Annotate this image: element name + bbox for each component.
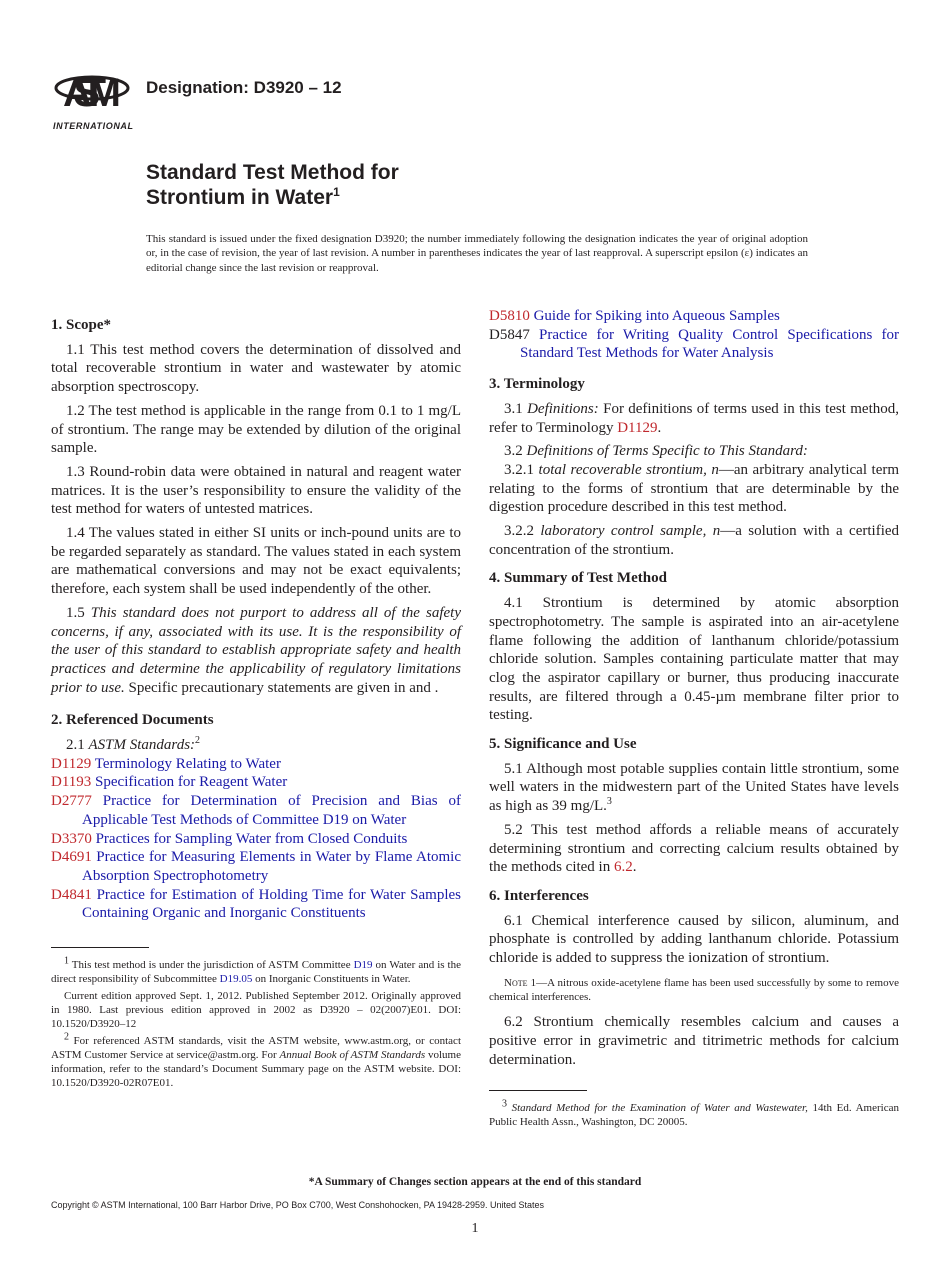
reference-item[interactable] — [51, 773, 461, 792]
para-text: 5.2 This test method affords a reliable means of accurately determining strontium and correcting calcium results obtained by the methods cited in — [489, 821, 899, 876]
para-text: ASTM Standards: — [88, 737, 196, 754]
para-num: 3.1 — [504, 400, 528, 417]
right-column — [489, 307, 899, 1131]
fn-text: volume information, refer to the standard’s Document Summary page on the ASTM website. DOI: 10.1520/D3920-02R07E01. — [51, 1048, 461, 1090]
para-num: 3.2 — [504, 443, 527, 460]
ref-code[interactable]: D5810 — [489, 308, 530, 324]
paragraph-6-2: 6.2 Strontium chemically resembles calcium and causes a positive error in gravimetric and titrimetric methods for calcium determination. — [489, 1014, 899, 1068]
title-line-1: Standard Test Method for — [146, 161, 399, 184]
reference-item[interactable] — [489, 326, 899, 363]
term: laboratory control sample, n — [540, 523, 721, 540]
reference-item[interactable] — [51, 886, 461, 923]
paragraph-3-1 — [489, 400, 899, 437]
terminology-link[interactable]: D1129 — [617, 419, 658, 436]
summary-of-changes-note: *A Summary of Changes section appears at the end of this standard — [308, 1176, 642, 1188]
title-footnote-ref: 1 — [333, 185, 340, 199]
reference-item[interactable] — [51, 830, 461, 849]
committee-link[interactable]: D19 — [353, 959, 373, 972]
page-number: 1 — [471, 1221, 479, 1236]
designation: Designation: D3920 – 12 — [146, 78, 342, 97]
para-num: 3.2.2 — [504, 523, 541, 540]
footnote-ref: 2 — [195, 735, 201, 747]
paragraph-1-3: 1.3 Round-robin data were obtained in natural and reagent water matrices. It is the user’s responsibility to ensure the validity of the test method for waters of untested matrices. — [51, 463, 461, 518]
fn-text: Standard Method for the Examination of Water and Wastewater, — [511, 1101, 808, 1114]
left-column — [51, 306, 461, 1093]
ref-title-link[interactable]: Practice for Writing Quality Control Specifications for Standard Test Methods for Water Analysis — [520, 326, 900, 362]
ref-title-link[interactable]: Specification for Reagent Water — [95, 774, 288, 791]
note-1 — [489, 976, 899, 1005]
ref-code[interactable]: D2777 — [51, 793, 92, 810]
section-heading: 4. Summary of Test Method — [489, 570, 667, 587]
paragraph-6-1: 6.1 Chemical interference caused by silicon, aluminum, and phosphate is controlled by adding lanthanum chloride. Potassium chloride is added to suppress the ionization of strontium. — [489, 912, 899, 967]
definition: —an arbitrary analytical term relating to the forms of strontium that are determinable by the digestion procedure described in this test method. — [489, 461, 900, 516]
fn-text: This test method is under the jurisdiction of ASTM Committee — [69, 959, 354, 972]
fn-text: Annual Book of ASTM Standards — [279, 1048, 426, 1061]
note-text: —A nitrous oxide-acetylene flame has been used successfully by some to remove chemical interferences. — [489, 976, 899, 1004]
svg-text:INTERNATIONAL: INTERNATIONAL — [53, 121, 133, 131]
ref-code[interactable]: D1129 — [51, 755, 92, 772]
note-label: Note 1 — [504, 976, 537, 989]
paragraph-2-1 — [51, 736, 461, 755]
svg-text:ASTM: ASTM — [63, 71, 121, 115]
section-heading: 2. Referenced Documents — [51, 712, 214, 729]
reference-item[interactable] — [489, 307, 899, 326]
paragraph-1-1: 1.1 This test method covers the determination of dissolved and total recoverable strontium in water and wastewater by atomic absorption spectroscopy. — [51, 341, 461, 396]
fn-text: For referenced ASTM standards, visit the ASTM website, www.astm.org, or contact ASTM Customer Service at service@astm.org. For — [51, 1034, 461, 1061]
footnote-ref: 3 — [606, 796, 612, 808]
reference-item[interactable] — [51, 755, 461, 774]
footnote-3 — [489, 1097, 899, 1130]
paragraph-3-2-1 — [489, 461, 899, 517]
ref-code[interactable]: D1193 — [51, 774, 92, 791]
paragraph-1-2: 1.2 The test method is applicable in the range from 0.1 to 1 mg/L of strontium. The range may be extended by dilution of the original sample. — [51, 402, 461, 457]
reference-item[interactable] — [51, 792, 461, 829]
paragraph-3-2-2 — [489, 522, 899, 559]
definition: —a solution with a certified concentration of the strontium. — [489, 523, 900, 558]
ref-title-link[interactable]: Practices for Sampling Water from Closed Conduits — [95, 830, 408, 847]
paragraph-5-2 — [489, 821, 899, 877]
para-text: 5.1 Although most potable supplies contain little strontium, some well waters in the midwestern part of the United States have levels as high as 39 mg/L. — [489, 760, 899, 815]
paragraph-5-1 — [489, 760, 899, 816]
footnote-1 — [51, 955, 461, 987]
astm-logo — [52, 58, 134, 132]
reference-item[interactable] — [51, 848, 461, 885]
paragraph-4-1: 4.1 Strontium is determined by atomic absorption spectrophotometry. The sample is aspirated into an air-acetylene flame following the addition of lanthanum chloride/potassium chloride solution. Samples containing particulate matter that may clog the aspirator capillary or burner, thus producing inaccurate results, are filtered through a 0.45-µm membrane filter prior to testing. — [489, 595, 899, 724]
ref-title-link[interactable]: Practice for Estimation of Holding Time for Water Samples Containing Organic and Inorganic Constituents — [82, 886, 462, 922]
ref-code[interactable]: D4841 — [51, 886, 92, 903]
fn-text: on Inorganic Constituents in Water. — [252, 973, 411, 986]
para-num: 2.1 — [66, 737, 89, 754]
ref-title-link[interactable]: Guide for Spiking into Aqueous Samples — [533, 308, 780, 324]
section-heading: 6. Interferences — [489, 887, 589, 904]
fn-text: 14th Ed. American Public Health Assn., Washington, DC 20005. — [489, 1101, 899, 1128]
footnote-mark: 1 — [64, 955, 69, 967]
ref-code[interactable]: D5847 — [489, 326, 530, 343]
term: total recoverable strontium, n — [538, 461, 719, 478]
footnote-mark: 2 — [64, 1030, 69, 1042]
title-line-2: Strontium in Water — [146, 186, 334, 209]
ref-title-link[interactable]: Terminology Relating to Water — [94, 755, 281, 772]
ref-title-link[interactable]: Practice for Determination of Precision and Bias of Applicable Test Methods of Committee D19 on Water — [82, 793, 461, 828]
para-text: Definitions of Terms Specific to This Standard: — [526, 443, 808, 460]
section-heading: 1. Scope* — [51, 317, 111, 333]
safety-statement: This standard does not purport to address all of the safety concerns, if any, associated with its use. It is the responsibility of the user of this standard to establish appropriate safety and health practices and determine the applicability of regulatory limitations prior to use. — [51, 604, 461, 696]
para-text: Definitions: — [527, 400, 599, 417]
section-heading: 5. Significance and Use — [489, 736, 637, 753]
footnote-divider — [489, 1090, 587, 1091]
page-title — [146, 160, 399, 210]
paragraph-3-2 — [489, 442, 899, 461]
para-num: 1.5 — [66, 604, 91, 621]
ref-code[interactable]: D4691 — [51, 849, 92, 866]
ref-code[interactable]: D3370 — [51, 830, 92, 847]
subcommittee-link[interactable]: D19.05 — [219, 973, 253, 986]
para-num: 3.2.1 — [504, 461, 539, 478]
fn-text: on Water and is the direct responsibility of Subcommittee — [51, 959, 461, 986]
section-heading: 3. Terminology — [489, 376, 585, 393]
para-text: . — [632, 859, 637, 876]
footnote-1-edition: Current edition approved Sept. 1, 2012. Published September 2012. Originally approved in 1980. Last previous edition approved in 2002 as D3920 – 02(2007)E01. DOI: 10.1520/D3920–12 — [51, 989, 461, 1031]
paragraph-1-4: 1.4 The values stated in either SI units or inch-pound units are to be regarded separately as standard. The values stated in each system are mathematical conversions and may not be exact equivalents; therefore, each system shall be used independently of the other. — [51, 525, 461, 598]
ref-title-link[interactable]: Practice for Measuring Elements in Water by Flame Atomic Absorption Spectrophotometry — [82, 849, 461, 884]
footnote-divider — [51, 947, 149, 948]
section-link[interactable]: 6.2 — [613, 859, 633, 876]
para-text: . — [657, 419, 662, 436]
intro-note: This standard is issued under the fixed designation D3920; the number immediately following the designation indicates the year of original adoption or, in the case of revision, the year of last revision. A number in parentheses indicates the year of last reapproval. A superscript epsilon (ε) indicates an editorial change since the last revision or reapproval. — [146, 233, 808, 274]
footnote-mark: 3 — [502, 1097, 507, 1109]
para-text: For definitions of terms used in this test method, refer to Terminology — [489, 400, 900, 436]
footnote-2 — [51, 1030, 461, 1091]
para-text: Specific precautionary statements are given in and . — [124, 679, 439, 696]
paragraph-1-5 — [51, 604, 461, 698]
copyright: Copyright © ASTM International, 100 Barr Harbor Drive, PO Box C700, West Conshohocken, PA 19428-2959. United States — [51, 1200, 545, 1210]
